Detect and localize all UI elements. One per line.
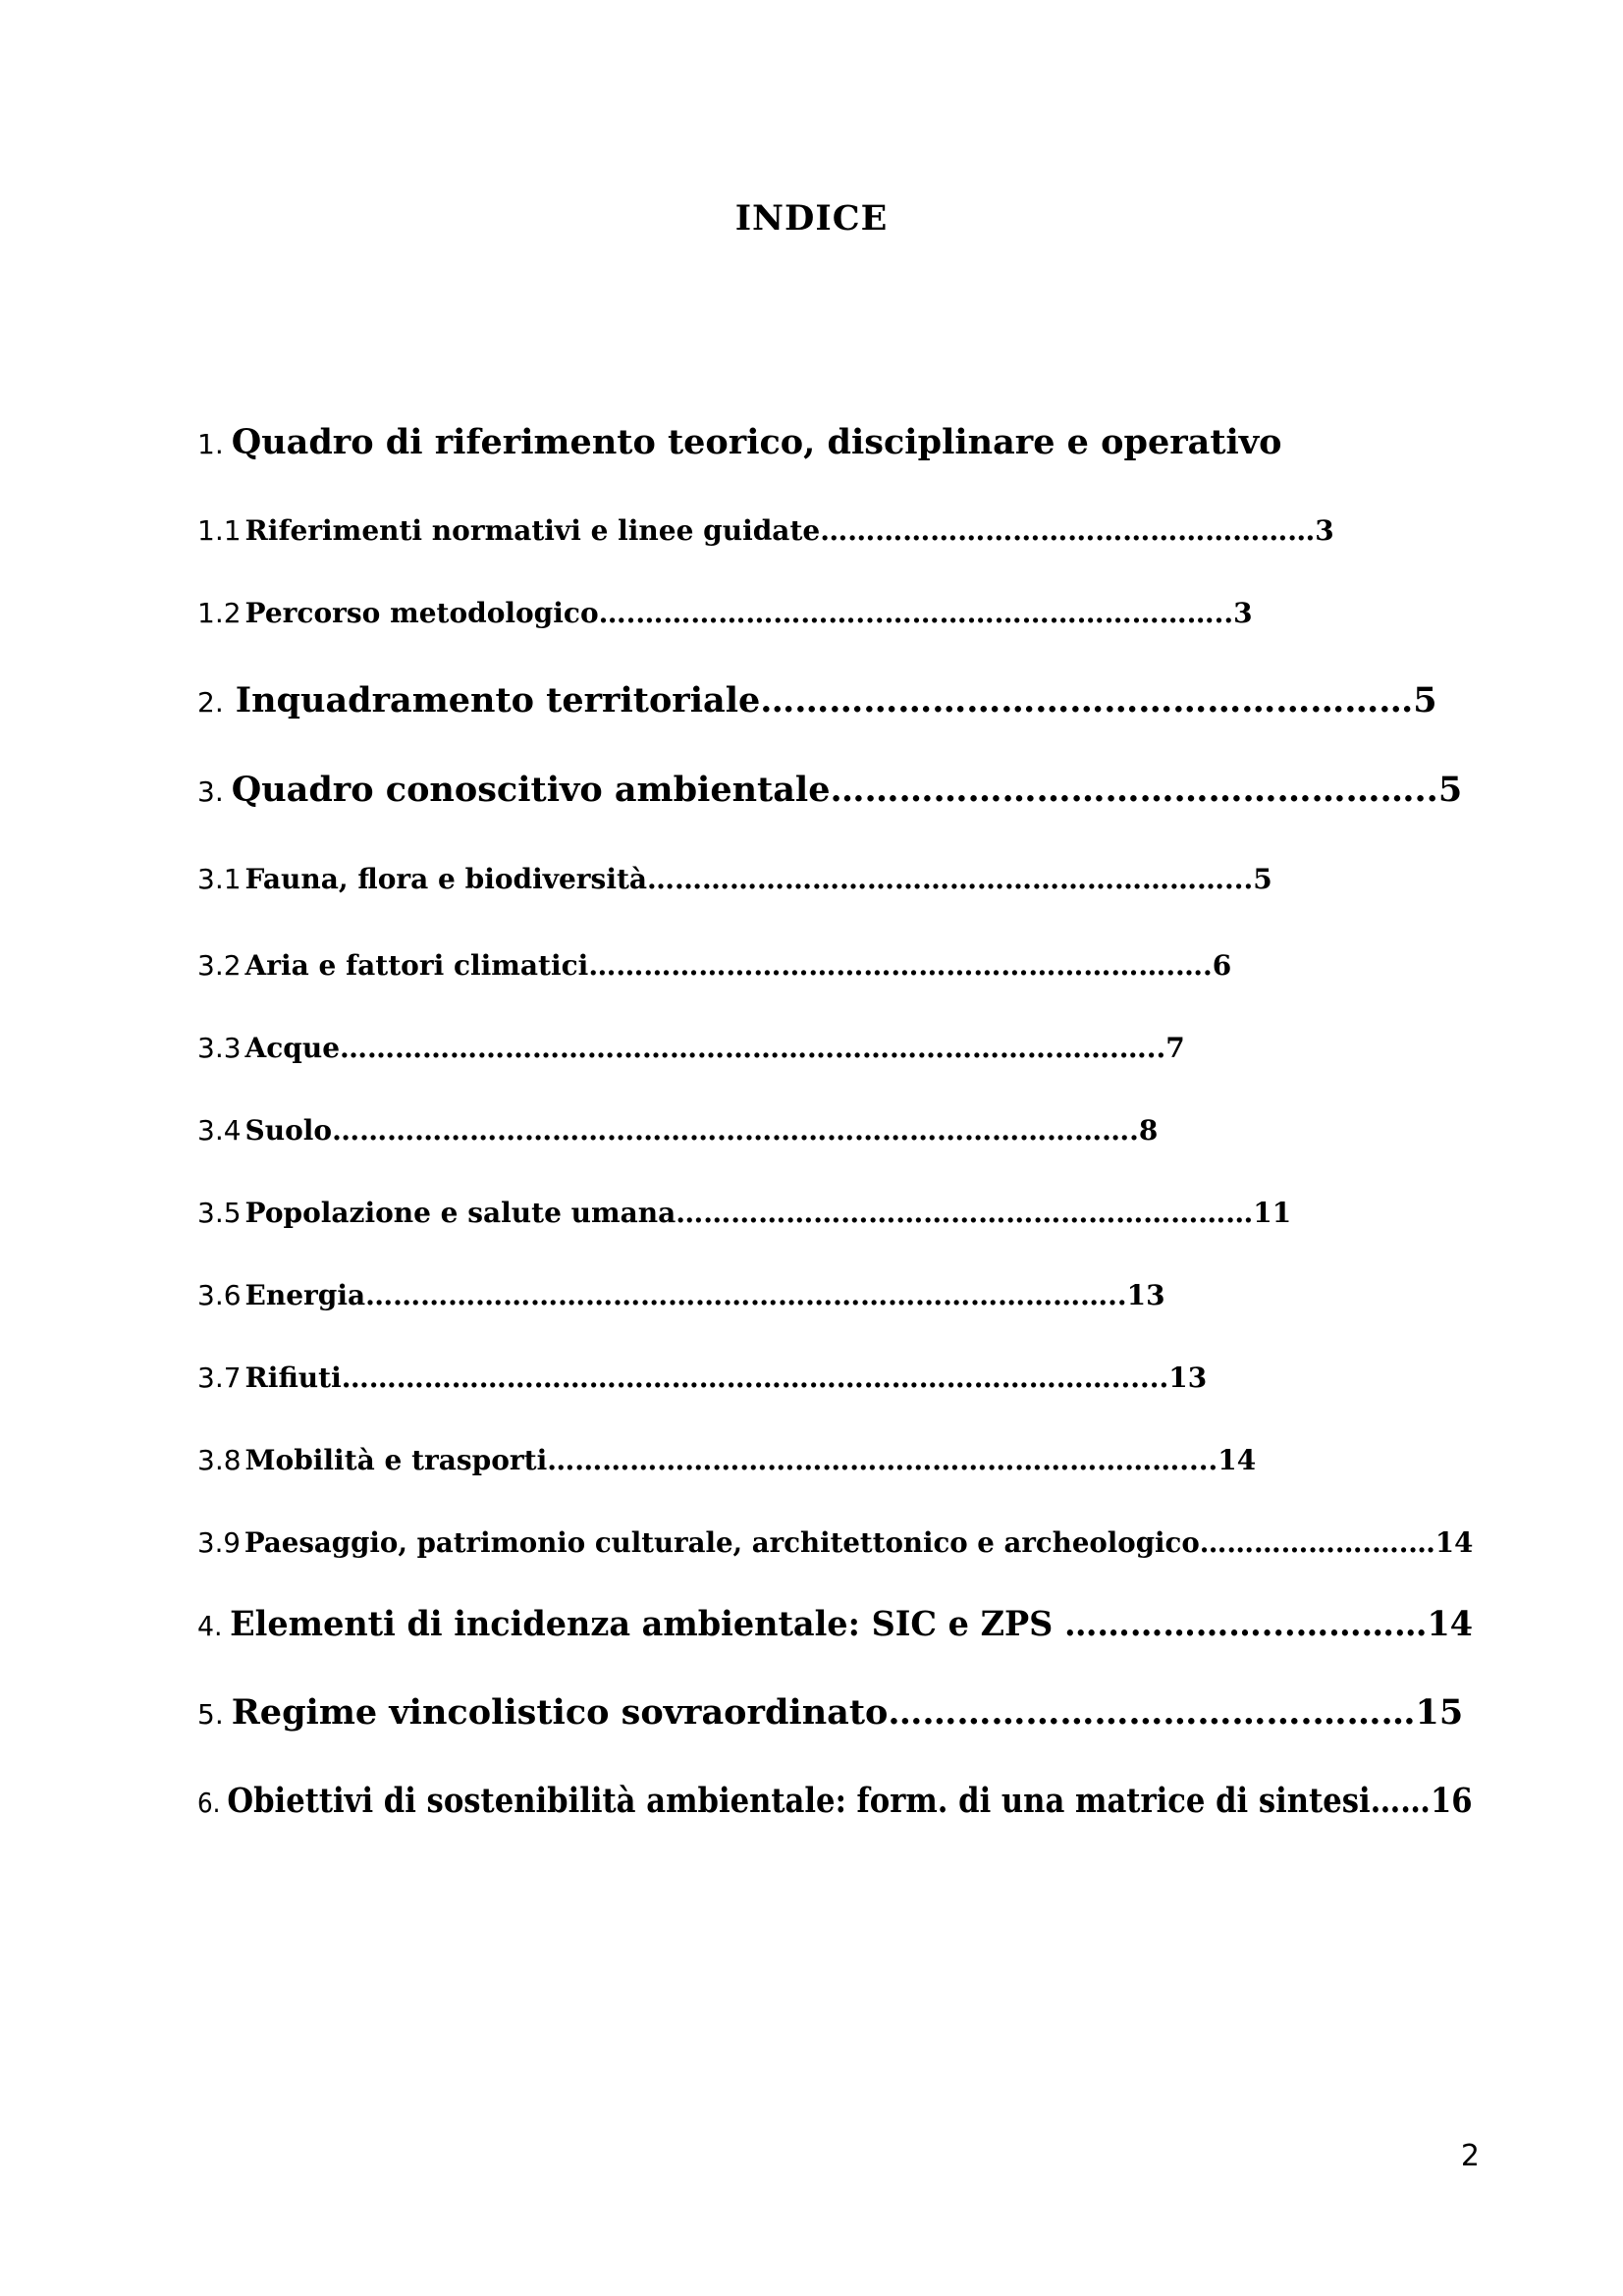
entry-number: 6.: [197, 1787, 221, 1819]
toc-entry-1-1[interactable]: [197, 514, 1334, 547]
entry-text: Rifiuti…………………………………………………………………………......13: [244, 1362, 1208, 1394]
toc-entry-5[interactable]: [197, 1692, 1463, 1733]
entry-text: Paesaggio, patrimonio culturale, architettonico e archeologico……………….….…14: [243, 1526, 1474, 1559]
entry-text: Aria e fattori climatici……………………………………………………….….6: [244, 949, 1232, 982]
entry-text: Riferimenti normativi e linee guidate………………………………………………3: [244, 514, 1334, 547]
entry-text: Elementi di incidenza ambientale: SIC e ZPS ………………...…………14: [230, 1604, 1474, 1644]
entry-text: Inquadramento territoriale…………………………………………………5: [235, 680, 1437, 721]
toc-entry-3-3[interactable]: [197, 1032, 1185, 1064]
entry-text: Regime vincolistico sovraordinato……………………………….………15: [231, 1692, 1464, 1733]
toc-entry-6[interactable]: [197, 1781, 1473, 1821]
entry-number: 1.1: [197, 514, 242, 547]
toc-entry-3-9[interactable]: [197, 1526, 1473, 1559]
entry-text: Percorso metodologico….……………………...………………………………..3: [244, 597, 1253, 629]
entry-number: 3.2: [197, 949, 242, 982]
entry-number: 3.6: [197, 1279, 242, 1311]
entry-number: 3.7: [197, 1362, 242, 1394]
toc-entry-3[interactable]: [197, 770, 1462, 810]
entry-number: 3.4: [197, 1114, 242, 1147]
entry-text: Quadro di riferimento teorico, disciplinare e operativo: [231, 422, 1282, 462]
entry-number: 3.1: [197, 863, 242, 895]
entry-number: 2.: [197, 686, 224, 719]
toc-entry-1[interactable]: [197, 422, 1281, 462]
entry-text: Mobilità e trasporti……………………………………………………………....14: [244, 1444, 1257, 1476]
index-title: INDICE: [734, 198, 889, 239]
toc-entry-3-7[interactable]: [197, 1362, 1207, 1394]
entry-text: Fauna, flora e biodiversità………………………………………………………...5: [244, 863, 1272, 895]
entry-text: Popolazione e salute umana………………………………………………………11: [244, 1197, 1292, 1229]
toc-entry-2[interactable]: [197, 680, 1437, 721]
entry-number: 3.3: [197, 1032, 242, 1064]
entry-number: 3.5: [197, 1197, 242, 1229]
toc-entry-3-6[interactable]: [197, 1279, 1165, 1311]
entry-text: Quadro conoscitivo ambientale……………………………………………..5: [231, 770, 1463, 810]
entry-number: 1.: [197, 428, 224, 460]
page-number: 2: [1460, 2139, 1480, 2173]
entry-number: 3.8: [197, 1444, 242, 1476]
toc-entry-3-1[interactable]: [197, 863, 1272, 895]
entry-number: 3.9: [197, 1526, 241, 1559]
entry-text: Obiettivi di sostenibilità ambientale: form. di una matrice di sintesi……16: [227, 1781, 1473, 1821]
entry-number: 5.: [197, 1698, 224, 1731]
entry-text: Energia………………………………………………………………………..13: [244, 1279, 1165, 1311]
entry-number: 4.: [197, 1610, 223, 1642]
entry-number: 1.2: [197, 597, 242, 629]
entry-text: Acque………………………………………………………………………….…..7: [244, 1032, 1185, 1064]
toc-entry-1-2[interactable]: [197, 597, 1253, 629]
toc-entry-3-8[interactable]: [197, 1444, 1256, 1476]
entry-text: Suolo…………………………………………………………………………….8: [244, 1114, 1159, 1147]
toc-entry-3-5[interactable]: [197, 1197, 1291, 1229]
toc-entry-3-2[interactable]: [197, 949, 1231, 982]
toc-entry-3-4[interactable]: [197, 1114, 1158, 1147]
toc-entry-4[interactable]: [197, 1604, 1473, 1644]
entry-number: 3.: [197, 775, 224, 808]
